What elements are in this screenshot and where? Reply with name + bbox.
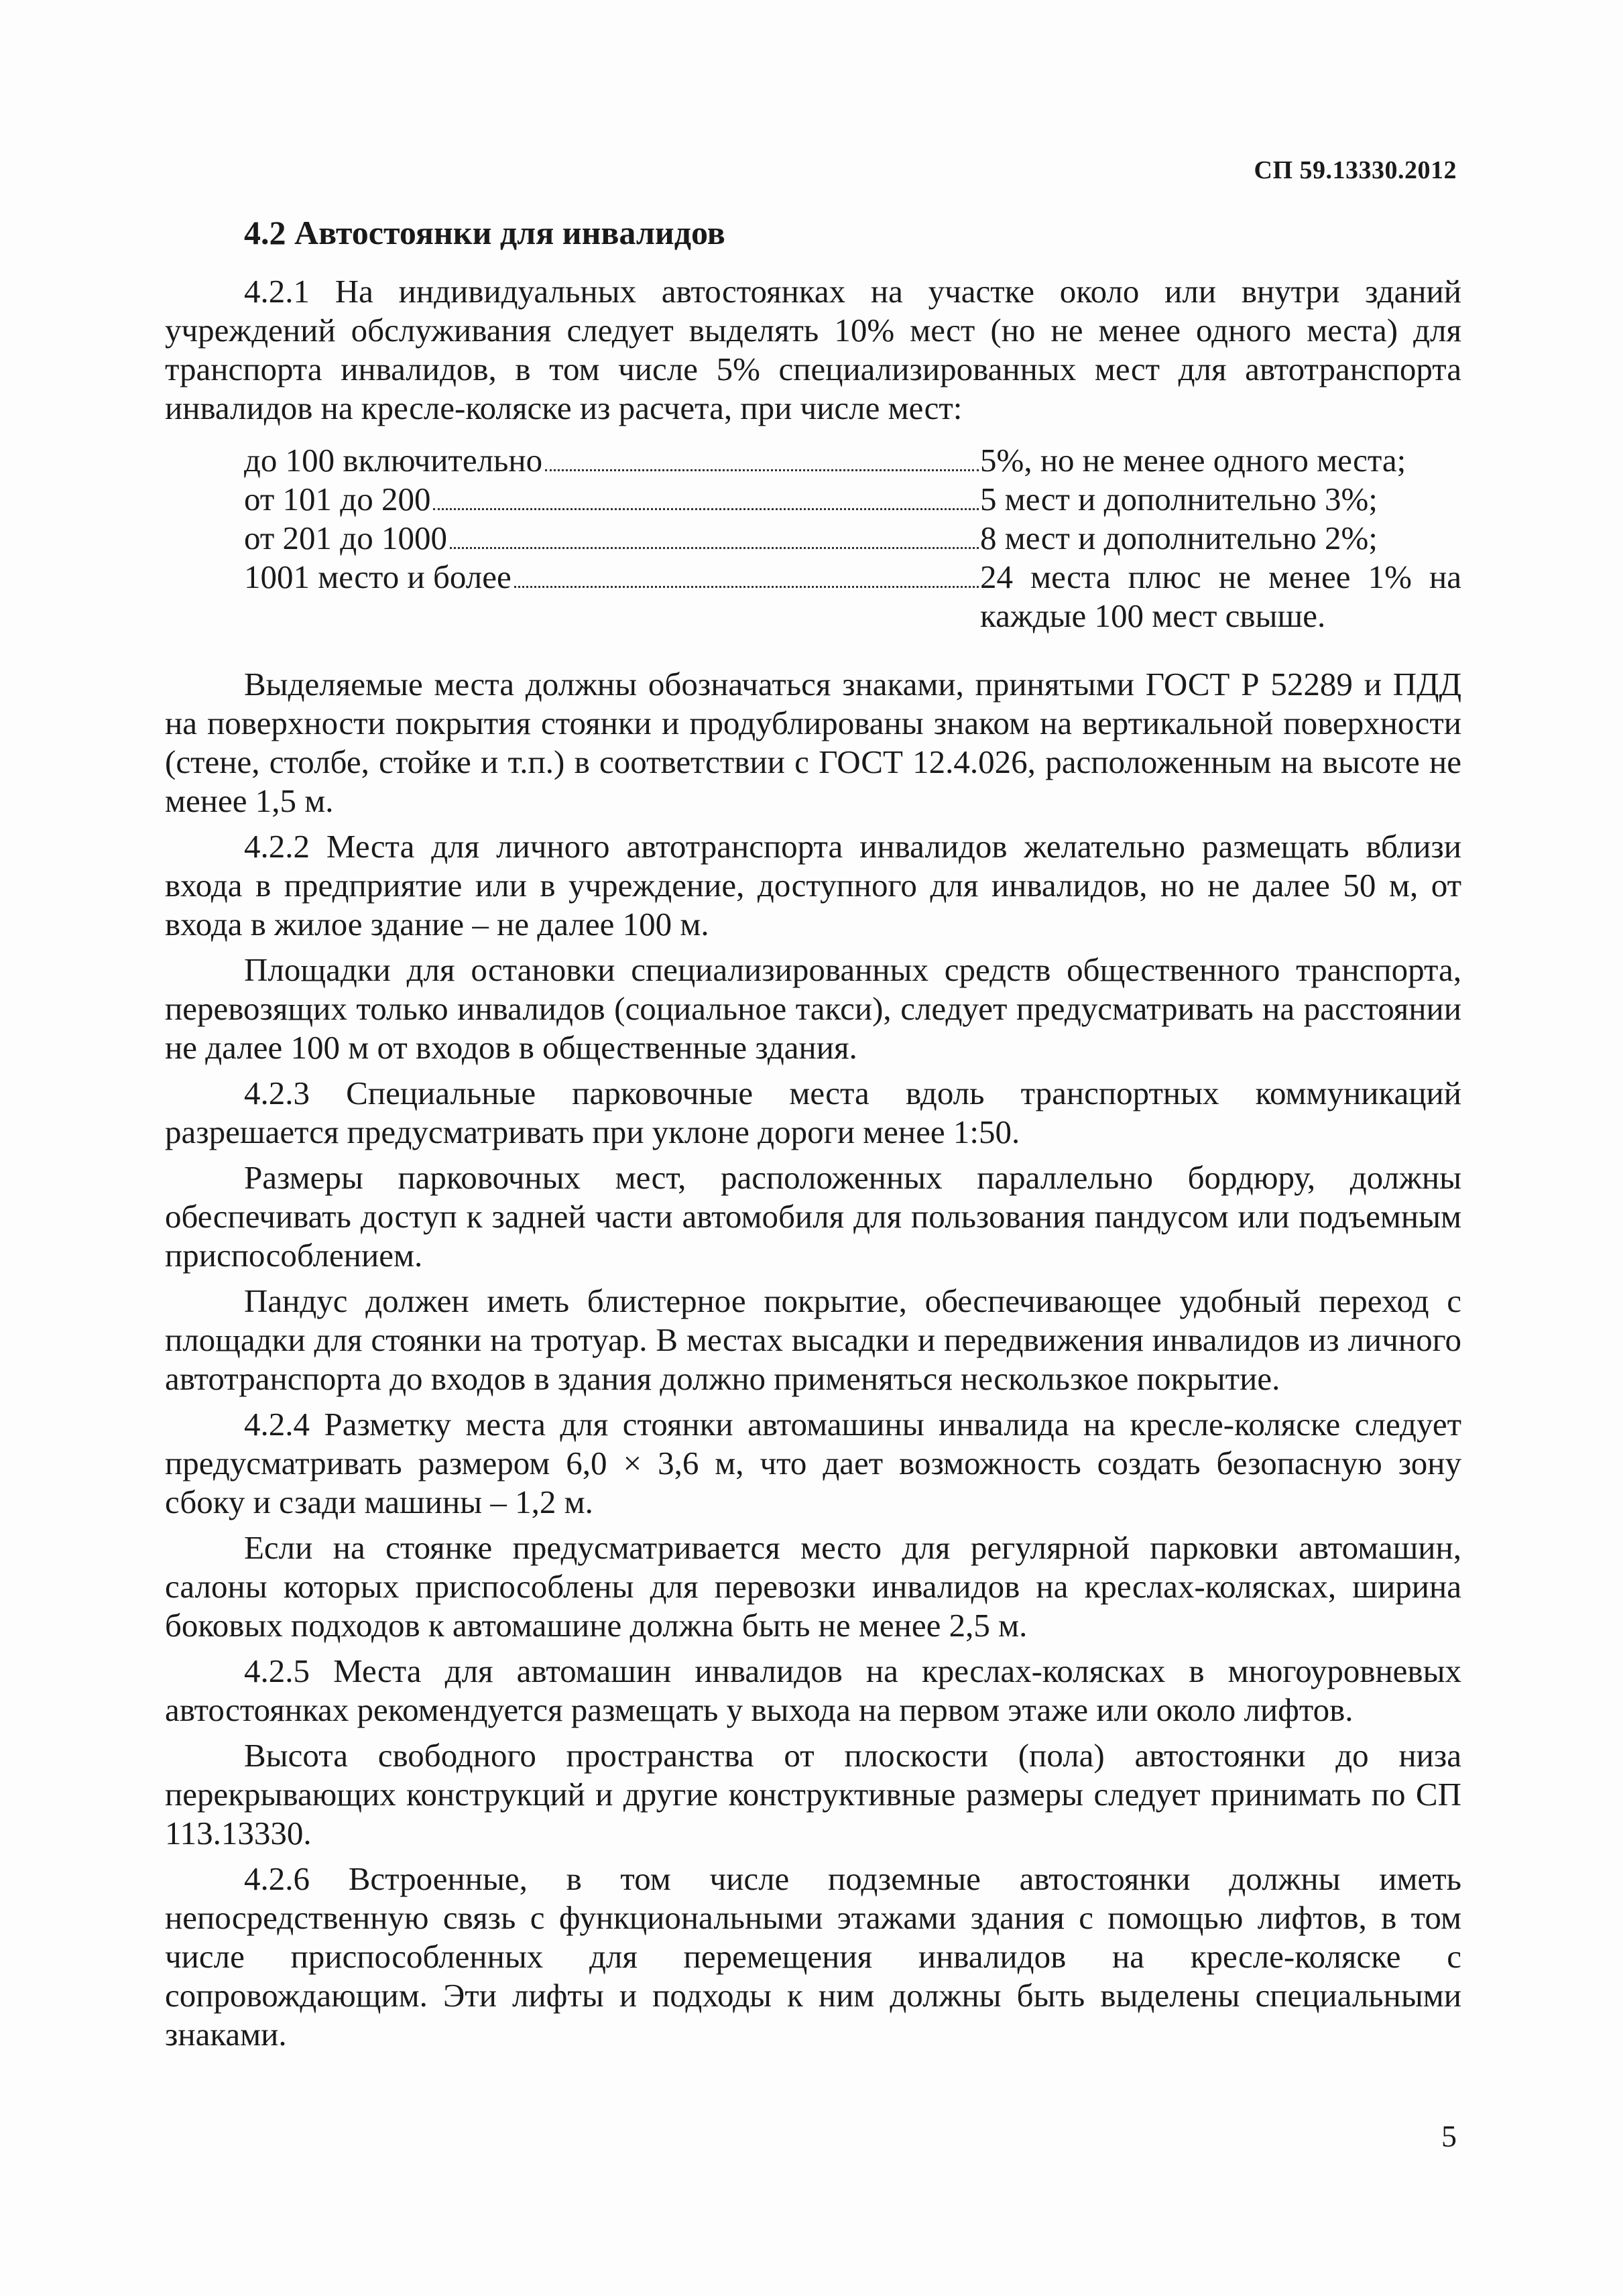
rate-row: [244, 441, 1461, 480]
dot-leader: [450, 547, 979, 549]
document-code: СП 59.13330.2012: [1254, 156, 1457, 184]
paragraph: Выделяемые места должны обозначаться знаками, принятыми ГОСТ Р 52289 и ПДД на поверхности покрытия стоянки и продублированы знаком на вертикальной поверхности (стене, столбе, стойке и т.п.) в соответствии с ГОСТ 12.4.026, расположенным на высоте не менее 1,5 м.: [165, 666, 1461, 819]
rate-value: 24 места плюс не менее 1% на каждые 100 мест свыше.: [980, 558, 1461, 634]
paragraph-4-2-3: 4.2.3 Специальные парковочные места вдоль транспортных коммуникаций разрешается предусматривать при уклоне дороги менее 1:50.: [165, 1075, 1461, 1150]
rate-label: от 101 до 200: [244, 481, 431, 518]
section-title: 4.2 Автостоянки для инвалидов: [244, 214, 725, 251]
rate-label: 1001 место и более: [244, 558, 512, 595]
paragraph: Площадки для остановки специализированных средств общественного транспорта, перевозящих только инвалидов (социальное такси), следует предусматривать на расстоянии не далее 100 м от входов в общественные здания.: [165, 951, 1461, 1066]
dot-leader: [545, 469, 979, 471]
rate-value: 8 мест и дополнительно 2%;: [980, 520, 1378, 556]
rate-row: [244, 519, 1461, 558]
rate-row: [244, 558, 1461, 636]
parking-rates-list: [244, 441, 1461, 636]
paragraph-4-2-6: 4.2.6 Встроенные, в том числе подземные автостоянки должны иметь непосредственную связь с функциональными этажами здания с помощью лифтов, в том числе приспособленных для перемещения инвалидов на кресле-коляске с сопровождающим. Эти лифты и подходы к ним должны быть выделены специальными знаками.: [165, 1860, 1461, 2053]
paragraph: Если на стоянке предусматривается место для регулярной парковки автомашин, салоны которых приспособлены для перевозки инвалидов на креслах-колясках, ширина боковых подходов к автомашине должна быть не менее 2,5 м.: [165, 1529, 1461, 1644]
paragraph-4-2-1: 4.2.1 На индивидуальных автостоянках на участке около или внутри зданий учреждений обслуживания следует выделять 10% мест (но не менее одного места) для транспорта инвалидов, в том числе 5% специализированных мест для автотранспорта инвалидов на кресле-коляске из расчета, при числе мест:: [165, 273, 1461, 426]
rate-value: 5%, но не менее одного места;: [980, 442, 1406, 479]
paragraph: Пандус должен иметь блистерное покрытие, обеспечивающее удобный переход с площадки для стоянки на тротуар. В местах высадки и передвижения инвалидов из личного автотранспорта до входов в здания должно применяться нескользкое покрытие.: [165, 1282, 1461, 1397]
document-body: [165, 213, 1461, 2061]
paragraph-4-2-2: 4.2.2 Места для личного автотранспорта инвалидов желательно размещать вблизи входа в предприятие или в учреждение, доступного для инвалидов, но не далее 50 м, от входа в жилое здание – не далее 100 м.: [165, 828, 1461, 943]
paragraph-4-2-5: 4.2.5 Места для автомашин инвалидов на креслах-колясках в многоуровневых автостоянках рекомендуется размещать у выхода на первом этаже или около лифтов.: [165, 1652, 1461, 1728]
paragraph-4-2-4: 4.2.4 Разметку места для стоянки автомашины инвалида на кресле-коляске следует предусматривать размером 6,0 × 3,6 м, что дает возможность создать безопасную зону сбоку и сзади машины – 1,2 м.: [165, 1406, 1461, 1520]
rate-value: 5 мест и дополнительно 3%;: [980, 481, 1378, 518]
paragraph: Высота свободного пространства от плоскости (пола) автостоянки до низа перекрывающих конструкций и другие конструктивные размеры следует принимать по СП 113.13330.: [165, 1737, 1461, 1852]
rate-label: до 100 включительно: [244, 442, 543, 479]
page-number: 5: [1441, 2119, 1457, 2153]
dot-leader: [433, 508, 979, 510]
rate-row: [244, 480, 1461, 519]
paragraph: Размеры парковочных мест, расположенных параллельно бордюру, должны обеспечивать доступ к задней части автомобиля для пользования пандусом или подъемным приспособлением.: [165, 1159, 1461, 1274]
dot-leader: [514, 586, 979, 588]
rate-label: от 201 до 1000: [244, 520, 447, 556]
